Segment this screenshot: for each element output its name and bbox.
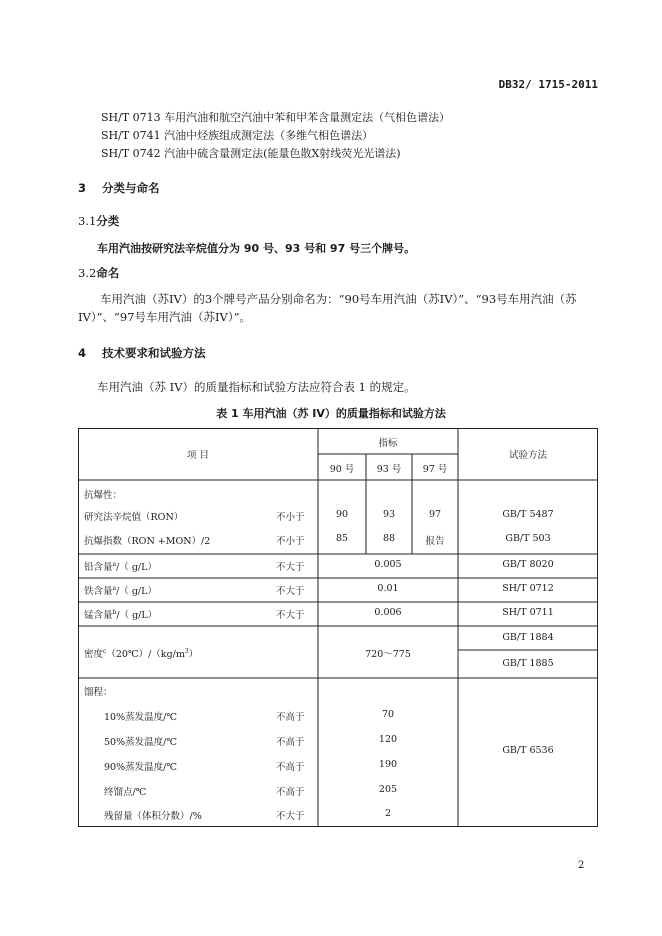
distillation-row-name: 50%蒸发温度/℃ [104,737,177,748]
distillation-row-limit: 不高于 [276,787,305,798]
distillation-row-name: 10%蒸发温度/℃ [104,712,177,723]
subsection-number: 3.1 [78,214,97,228]
subsection-3-1-heading [78,213,119,229]
aki-limit: 不小于 [276,536,305,547]
manganese-value: 0.006 [374,607,402,618]
standard-ref-3: SH/T 0742 汽油中硫含量测定法(能量色散X射线荧光光谱法) [101,147,401,160]
antiknock-title: 抗爆性： [84,490,123,501]
distillation-row-name: 90%蒸发温度/℃ [104,762,177,773]
header-grade-90: 90 号 [329,464,355,475]
aki-value-90: 85 [335,533,349,544]
distillation-row-limit: 不高于 [276,737,305,748]
distillation-row-value: 70 [381,709,395,720]
section-4-heading [78,345,206,361]
aki-value-97: 报告 [425,536,445,547]
distillation-row-value: 120 [378,734,398,745]
distillation-method: GB/T 6536 [502,745,554,756]
standard-ref-1: SH/T 0713 车用汽油和航空汽油中苯和甲苯含量测定法（气相色谱法） [101,111,451,124]
subsection-3-2-heading [78,265,119,281]
quality-table [78,428,598,827]
distillation-row-name: 残留量（体积分数）/% [104,811,202,822]
density-method-1: GB/T 1884 [502,632,554,643]
header-grade-97: 97 号 [422,464,448,475]
section-title: 技术要求和试验方法 [102,346,206,360]
distillation-title: 馏程： [84,687,113,698]
section-number: 3 [78,181,87,195]
ron-value-93: 93 [382,509,396,520]
standard-ref-2: SH/T 0741 汽油中烃族组成测定法（多维气相色谱法） [101,129,374,142]
lead-limit: 不大于 [276,562,305,573]
manganese-name: 锰含量$^b$/（ g/L） [84,608,158,621]
distillation-row-limit: 不高于 [276,762,305,773]
distillation-row-value: 2 [384,808,392,819]
header-method: 试验方法 [508,450,547,461]
iron-name: 铁含量$^a$/（ g/L） [84,584,157,597]
ron-value-90: 90 [335,509,349,520]
classification-text: 车用汽油按研究法辛烷值分为 90 号、93 号和 97 号三个牌号。 [97,242,416,255]
header-item: 项 目 [186,450,210,461]
ron-value-97: 97 [428,509,442,520]
lead-method: GB/T 8020 [502,559,554,570]
page-number: 2 [578,860,585,871]
ron-name: 研究法辛烷值（RON） [84,512,184,523]
lead-value: 0.005 [374,559,402,570]
section-3-heading [78,180,160,196]
subsection-number: 3.2 [78,266,97,280]
header-index: 指标 [378,438,398,449]
requirements-text: 车用汽油（苏 IV）的质量指标和试验方法应符合表 1 的规定。 [97,380,416,394]
ron-method: GB/T 5487 [502,509,554,520]
density-name: 密度$^c(20℃)/(kg/m^3)$ [84,647,199,660]
table-caption: 表 1 车用汽油（苏 IV）的质量指标和试验方法 [216,407,446,420]
density-value: 720～775 [365,649,411,660]
aki-name: 抗爆指数（RON +MON）/2 [84,536,211,547]
aki-value-93: 88 [382,533,396,544]
distillation-row-limit: 不大于 [276,811,305,822]
subsection-title: 分类 [96,214,120,228]
distillation-row-value: 205 [378,784,398,795]
doc-code: DB32/ 1715-2011 [498,78,598,91]
distillation-row-limit: 不高于 [276,712,305,723]
iron-method: SH/T 0712 [502,583,554,594]
ron-limit: 不小于 [276,512,305,523]
lead-name: 铅含量$^a$/（ g/L） [84,560,157,573]
aki-method: GB/T 503 [505,533,551,544]
naming-text-line1: 车用汽油（苏IV）的3个牌号产品分别命名为：“90号车用汽油（苏IV）”、“93号车用汽油（苏 [100,292,577,306]
density-method-2: GB/T 1885 [502,658,554,669]
manganese-limit: 不大于 [276,610,305,621]
distillation-row-value: 190 [378,759,398,770]
subsection-title: 命名 [96,266,120,280]
naming-text-line2: IV）”、“97号车用汽油（苏IV）”。 [78,310,251,324]
distillation-row-name: 终馏点/℃ [104,787,147,798]
section-number: 4 [78,346,87,360]
header-grade-93: 93 号 [376,464,402,475]
section-title: 分类与命名 [102,181,160,195]
iron-value: 0.01 [377,583,399,594]
iron-limit: 不大于 [276,586,305,597]
manganese-method: SH/T 0711 [502,607,554,618]
